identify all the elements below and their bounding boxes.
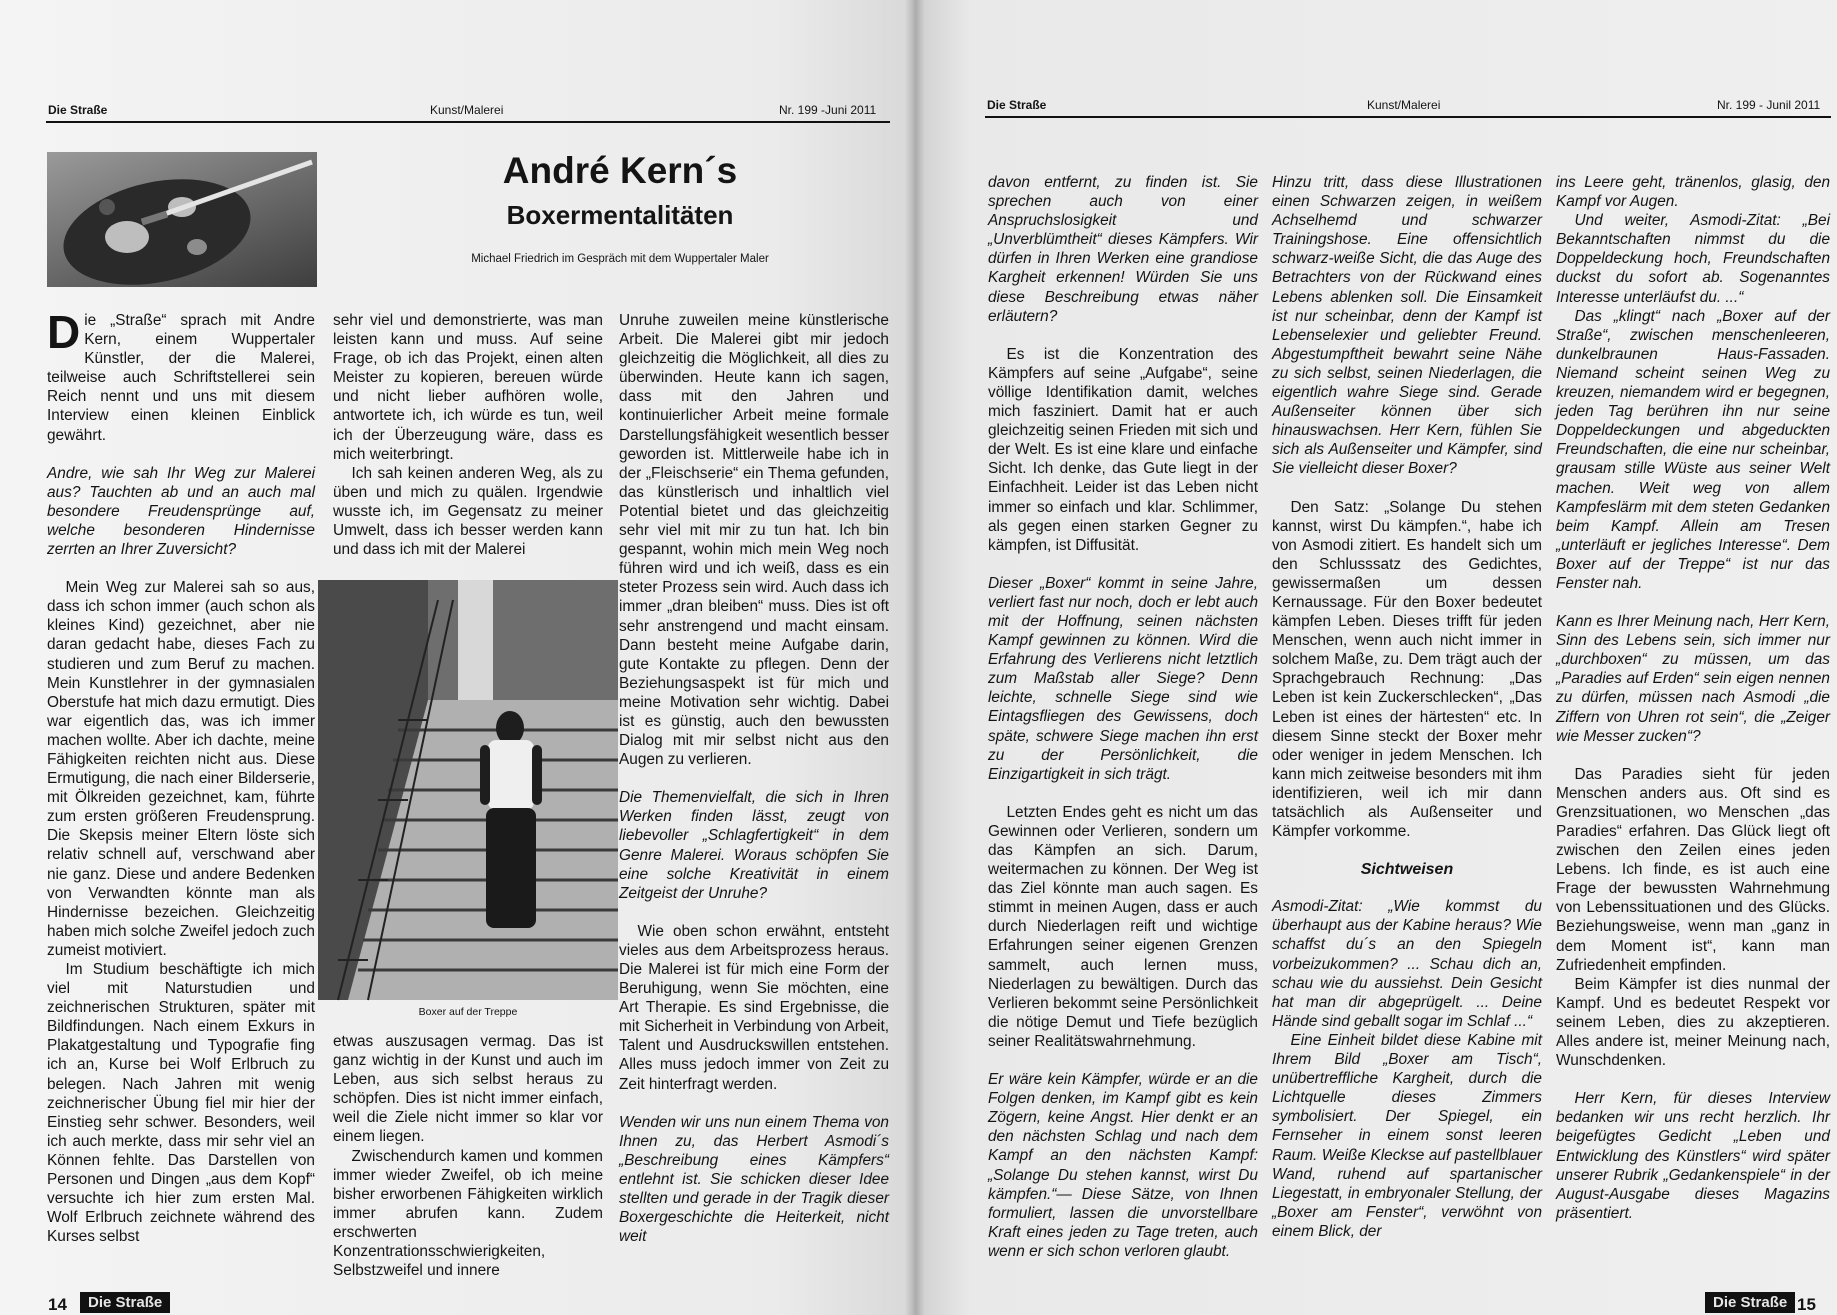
palette-image — [47, 152, 317, 287]
section-label: Kunst/Malerei — [1367, 98, 1441, 112]
question: ins Leere geht, tränenlos, glasig, den Kampf vor Augen. — [1556, 174, 1830, 211]
section-subhead: Sichtweisen — [1360, 861, 1454, 879]
left-column-2-top — [333, 311, 603, 581]
question: Das „klingt“ nach „Boxer auf der Straße“, zwischen menschenleeren, dunkelbraunen Haus-Fassaden. Niemand scheint seinen Weg zu kreuzen, niemandem wird er begegnen, jeden Tag berühren ihn nur seine Doppeldeckungen und abgeduckten Freundschaften, die eine nur scheinbar, grausam stille Wüste aus seiner Welt machen. Weit weg von allem Kampfeslärm mit dem steten Gedanken beim Kampf. Allein am Tresen „unterläuft er jegliches Interesse“. Dem Boxer auf der Treppe“ ist nur das Fenster nah. — [1556, 307, 1830, 592]
right-page — [915, 0, 1837, 1315]
boxer-stairs-image — [318, 580, 618, 1000]
question: Er wäre kein Kämpfer, würde er an die Folgen denken, im Kampf gibt es kein Zögern, keine Angst. Hier denkt er an den nächsten Schlag und nach dem Kampf an den nächsten Kampf: „Solange Du stehen kannst, wirst Du kämpfen.“— Diese Sätze, von Ihnen formuliert, lassen die unvorstellbare Kraft eines jeden zu Tage treten, auch wenn er sich schon verloren glaubt. — [988, 1071, 1258, 1260]
answer: Mein Weg zur Malerei sah so aus, dass ich schon immer (auch schon als kleines Kind) gezeichnet, aber nie daran gedacht habe, dieses Fach zu studieren und zum Beruf zu machen. Mein Kunstlehrer in der gymnasialen Oberstufe hat mich dazu ermutigt. Dies war eigentlich das, was ich immer machen wollte. Aber ich dachte, meine Fähigkeiten reichten nicht aus. Diese Ermutigung, die nach einer Bilderserie, mit Ölkreiden gezeichnet, kam, führte zum ersten größeren Freudensprung. Die Skepsis meiner Eltern löste sich relativ schnell auf, verschwand aber nie ganz. Diese und andere Bedenken von Verwandten könnte man als Hindernisse bezeichen. Gleichzeitig haben mich solche Zweifel jedoch zuch zumeist motiviert. — [47, 579, 315, 959]
question: Wenden wir uns nun einem Thema von Ihnen zu, das Herbert Asmodi´s „Beschreibung eines Kämpfers“ entlehnt ist. Sie schicken dieser Idee stellten und gerade in der Tragik dieser Boxergeschichte die Heiterkeit, nicht weit — [619, 1113, 889, 1246]
question: Hinzu tritt, dass diese Illustrationen einen Schwarzen zeigen, in weißem Achselhemd und schwarzer Trainingshose. Eine offensichtlich schwarz-weiße Sicht, die das Auge des Betrachters von der Rückwand eines Lebens ablenken soll. Die Einsamkeit ist nur scheinbar, denn der Kampf ist Lebenselexier und geliebter Freund. Abgestumpftheit bewahrt seine Nähe zu sich selbst, seinen Niederlagen, die eigentlich wahre Siege sind. Gerade Außenseiter können über sich hinauswachsen. Herr Kern, fühlen Sie sich als Außenseiter und Kämpfer, sind Sie vielleicht dieser Boxer? — [1272, 174, 1542, 478]
left-page — [0, 0, 915, 1315]
question: Die Themenvielfalt, die sich in Ihren Werken finden lässt, zeugt von liebevoller „Schlagfertigkeit“ in dem Genre Malerei. Woraus schöpfen Sie eine solche Kreativität in einem Zeitgeist der Unruhe? — [619, 789, 889, 902]
header-rule — [46, 121, 890, 123]
section-label: Kunst/Malerei — [430, 103, 504, 117]
answer: sehr viel und demonstrierte, was man leisten kann und muss. Auf seine Frage, ob ich das Projekt, einen alten Meister zu kopieren, bereuen würde und nicht lieber aufhören wolle, antwortete ich, ich würde es tun, weil ich der Überzeugung wäre, dass es mich weiterbringt. — [333, 312, 603, 463]
answer: Beim Kämpfer ist dies nunmal der Kampf. Und es bedeutet Respekt vor seinem Leben, dies zu akzeptieren. Alles andere ist, meiner Meinung nach, Wunschdenken. — [1556, 975, 1830, 1070]
answer: etwas auszusagen vermag. Das ist ganz wichtig in der Kunst und auch im Leben, aus sich selbst heraus zu schöpfen. Dies ist nicht immer einfach, weil die Ziele nicht immer so klar vor einem liegen. — [333, 1033, 603, 1146]
right-column-1 — [988, 173, 1258, 1263]
question: Andre, wie sah Ihr Weg zur Malerei aus? Tauchten ab und an auch mal besondere Freudensprünge auf, welche besonderen Hindernisse zerrten an Ihrer Zuversicht? — [47, 464, 315, 559]
question: Eine Einheit bildet diese Kabine mit Ihrem Bild „Boxer am Tisch“, unübertreffliche Kargheit, durch die Lichtquelle dieses Zimmers symbolisiert. Der Spiegel, ein Fernseher in einem sonst leeren Raum. Weiße Kleckse auf pastellblauer Wand, ruhend auf spartanischer Liegestatt, in embryonaler Stellung, der „Boxer am Fenster“, verwöhnt von einem Blick, der — [1272, 1031, 1542, 1240]
left-column-1 — [47, 306, 315, 1261]
question: Asmodi-Zitat: „Wie kommst du überhaupt aus der Kabine heraus? Wie schaffst du´s an den Spiegeln vorbeizukommen? ... Schau dich an, schau wie du aussiehst. Dein Gesicht hat man dir abgeprügelt. ... Deine Hände sind geballt sogar im Schlaf ...“ — [1272, 898, 1542, 1030]
answer: Unruhe zuweilen meine künstlerische Arbeit. Die Malerei gibt mir jedoch gleichzeitig die Möglichkeit, all dies zu überwinden. Heute kann ich sagen, dass mit den Jahren und kontinuierlicher Arbeit meine formale Darstellungsfähigkeit wesentlich besser geworden ist. Mittlerweile habe ich in der „Fleischserie“ ein Thema gefunden, das künstlerisch und inhaltlich viel Potential bietet und das gleichzeitig sehr viel mit mir zu tun hat. Ich bin gespannt, wohin mich mein Weg noch führen wird und ich weiß, dass es ein steter Prozess sein wird. Auch dass ich immer „dran bleiben“ muss. Dies ist oft sehr anstrengend und macht einsam. Dann besteht meine Aufgabe darin, gute Kontakte zu pflegen. Denn der Beziehungsaspekt ist für mich und meine Motivation sehr wichtig. Dabei ist es günstig, auch den bewussten Dialog mit mir selbst nicht aus den Augen zu verlieren. — [619, 312, 889, 769]
page-number: 14 — [48, 1295, 67, 1314]
answer: Wie oben schon erwähnt, entsteht vieles aus dem Arbeitsprozess heraus. Die Malerei ist für mich eine Form der Beruhigung, wenn Sie möchten, eine Art Therapie. Es sind Ergebnisse, die mit Sicherheit in Verbindung von Arbeit, Talent und Ausdruckswillen entstehen. Alles muss jedoch immer von Zeit zu Zeit hinterfragt werden. — [619, 922, 889, 1093]
masthead: Die Straße — [48, 103, 108, 117]
byline: Michael Friedrich im Gespräch mit dem Wuppertaler Maler — [471, 253, 769, 265]
left-column-2-bottom — [333, 1032, 603, 1280]
article-subtitle: Boxermentalitäten — [506, 200, 734, 230]
answer: Es ist die Konzentration des Kämpfers auf seine „Aufgabe“, seine völlige Identifikation damit, welches mich fasziniert. Damit hat er auch gleichzeitig seinen Frieden mit sich und der Welt. Es ist eine klare und einfache Sicht. Ich denke, das Gute liegt in der Einfachheit. Leider ist das Leben nicht immer so einfach und klar. Schlimmer, als gegen einen starken Gegner zu kämpfen, ist Diffusität. — [988, 345, 1258, 554]
drop-cap: D — [47, 306, 81, 358]
answer: Letzten Endes geht es nicht um das Gewinnen oder Verlieren, sondern um das Kämpfen an sich. Darum, weitermachen zu können. Der Weg ist das Ziel könnte man auch sagen. Es stimmt in meinen Augen, dass er auch durch Niederlagen reift und wichtige Erfahrungen seiner eigenen Grenzen sammelt, auch lernen muss, Niederlagen zu bewältigen. Durch das Verlieren bekommt seine Persönlichkeit die nötige Demut und Tiefe bezüglich seiner Realitätswahrnehmung. — [988, 803, 1258, 1050]
right-column-2 — [1272, 173, 1542, 1263]
intro-text: ie „Straße“ sprach mit Andre Kern, einem Wuppertaler Künstler, der die Malerei, teilweise auch Schriftstellerei sein Reich nennt und uns mit diesem Interview einen kleinen Einblick gewährt. — [47, 312, 315, 444]
question: Und weiter, Asmodi-Zitat: „Bei Bekanntschaften nimmst du die Doppeldeckung hoch, Freundschaften duckst du sofort ab. Sogenanntes Interesse unterläufst du. ...“ — [1556, 212, 1830, 306]
left-column-3 — [619, 311, 889, 1261]
page-number: 15 — [1797, 1295, 1816, 1314]
header-rule — [985, 116, 1831, 118]
answer: Im Studium beschäftigte ich mich viel mit Naturstudien und zeichnerischen Strukturen, später mit Bildfindungen. Nach einem Exkurs in Plakatgestaltung und Typografie fing ich an, Kurse bei Wolf Erlbruch zu belegen. Nach Jahren mit wenig zeichnerischer Übung fiel mir hier der Einstieg sehr schwer. Besonders, weil ich auch merkte, dass mir sehr viel an Können fehlte. Das Darstellen von Personen und Dingen „aus dem Kopf“ versuchte ich hier zum ersten Mal. Wolf Erlbruch zeichnete während des Kurses selbst — [47, 961, 315, 1246]
question: Kann es Ihrer Meinung nach, Herr Kern, Sinn des Lebens sein, sich immer nur „durchboxen“ zu müssen, um das „Paradies auf Erden“ sein eigen nennen zu dürfen, müssen nach Asmodi „die Ziffern von Uhren rot sein“, die „Zeiger wie Messer zucken“? — [1556, 613, 1830, 745]
masthead: Die Straße — [987, 98, 1047, 112]
article-title: André Kern´s — [502, 150, 738, 191]
question: Herr Kern, für dieses Interview bedanken wir uns recht herzlich. Ihr beigefügtes Gedicht „Leben und Entwicklung des Künstlers“ wird später unserer Rubrik „Gedankenspiele“ in der August-Ausgabe dieses Magazins präsentiert. — [1556, 1090, 1830, 1222]
right-column-3 — [1556, 173, 1830, 1263]
image-caption: Boxer auf der Treppe — [418, 1006, 518, 1018]
palette-illustration — [47, 152, 317, 287]
boxer-stairs-illustration — [318, 580, 618, 1000]
footer-label: Die Straße — [1705, 1292, 1795, 1313]
answer: Das Paradies sieht für jeden Menschen anders aus. Oft sind es Grenzsituationen, wo Menschen „das Paradies“ erfahren. Das Glück liegt oft zwischen den Zeilen eines jeden Lebens. Ich finde, es ist auch eine Frage der bewussten Wahrnehmung von Lebenssituationen und des Glücks. Beziehungsweise, wenn man „ganz in dem Moment ist“, kann man Zufriedenheit empfinden. — [1556, 765, 1830, 974]
question: Dieser „Boxer“ kommt in seine Jahre, verliert fast nur noch, doch er lebt auch mit der Hoffnung, seinen nächsten Kampf gewinnen zu können. Wird die Erfahrung des Verlierens nicht letztlich zum Maßstab aller Siege? Denn leichte, schnelle Siege sind wie Eintagsfliegen des Gewissens, doch späte, schwere Siege machen ihn erst zu der Persönlichkeit, die Einzigartigkeit in sich trägt. — [988, 574, 1258, 783]
footer-label: Die Straße — [80, 1292, 170, 1313]
issue-label: Nr. 199 - Junil 2011 — [1717, 98, 1821, 112]
question: davon entfernt, zu finden ist. Sie sprechen auch von einer Anspruchslosigkeit und „Unverblümtheit“ dieses Kämpfers. Wir dürfen in Ihren Werken eine grandiose Kargheit erkennen! Würden Sie uns diese Beschreibung etwas näher erläutern? — [988, 174, 1258, 325]
spine-shadow — [905, 0, 925, 1315]
answer: Zwischendurch kamen und kommen immer wieder Zweifel, ob ich meine bisher erworbenen Fähigkeiten wirklich immer abrufen kann. Zudem erschwerten Konzentrationsschwierigkeiten, Selbstzweifel und innere — [333, 1147, 603, 1280]
answer: Den Satz: „Solange Du stehen kannst, wirst Du kämpfen.“, habe ich von Asmodi zitiert. Es handelt sich um den Schlusssatz des Gedichtes, gewissermaßen um dessen Kernaussage. Für den Boxer bedeutet kämpfen Leben. Dieses trifft für jeden Menschen, wenn auch nicht immer in solchem Maße, zu. Dem trägt auch der Sprachgebrauch Rechnung: „Das Leben ist kein Zuckerschlecken“, „Das Leben ist eines der härtesten“ etc. In diesem Sinne steckt der Boxer mehr oder weniger in jedem Menschen. Ich kann mich zeitweise besonders mit ihm identifizieren, weil ich mir dann tatsächlich als Außenseiter und Kämpfer vorkomme. — [1272, 498, 1542, 841]
answer: Ich sah keinen anderen Weg, als zu üben und mich zu quälen. Irgendwie wusste ich, im Gegensatz zu meiner Umwelt, dass ich besser werden kann und dass ich mit der Malerei — [333, 464, 603, 559]
issue-label: Nr. 199 -Juni 2011 — [779, 103, 877, 117]
